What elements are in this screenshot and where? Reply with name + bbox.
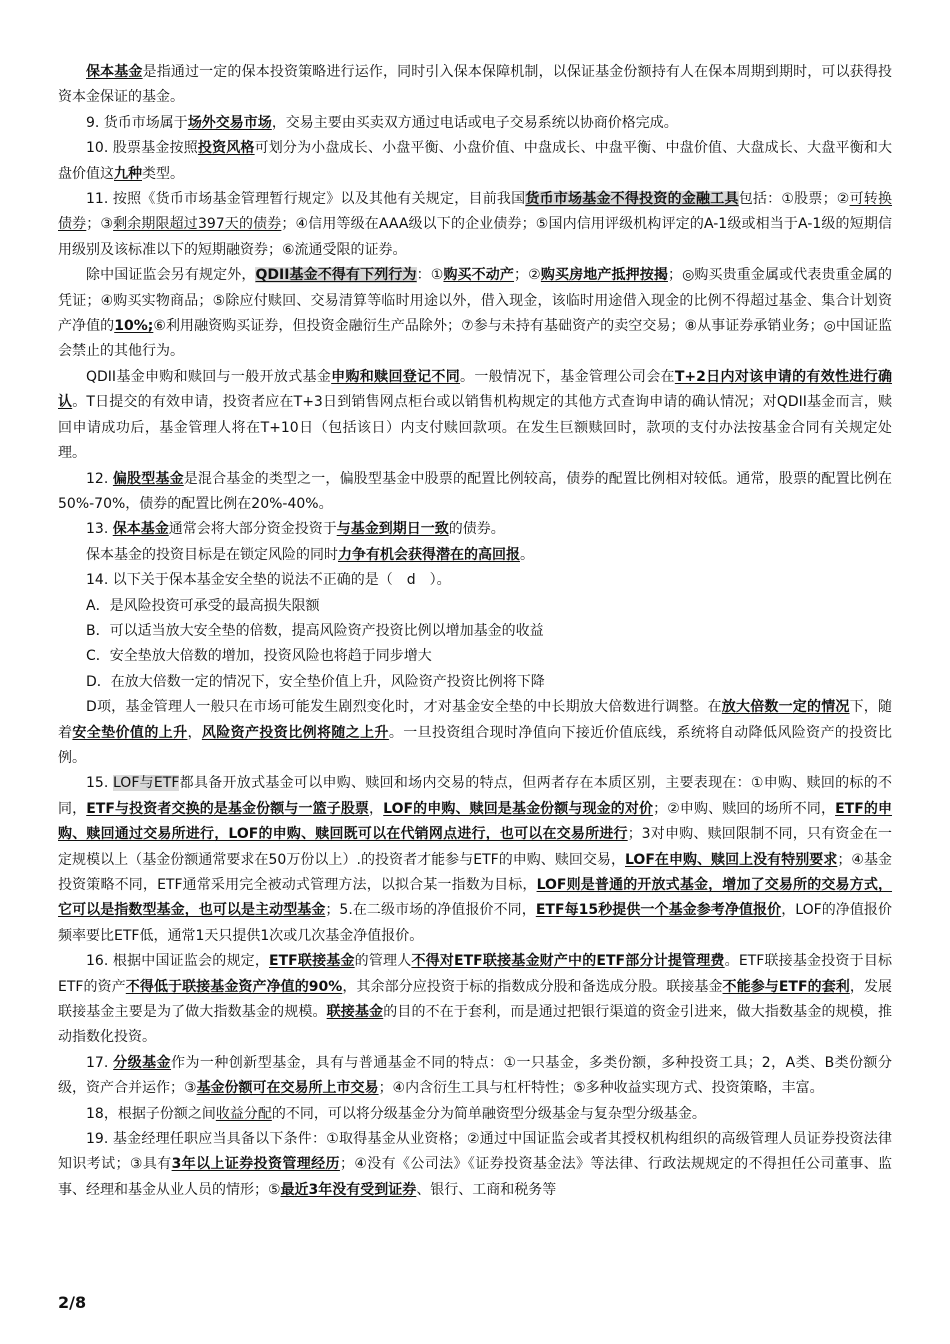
- text-run: 的不同，可以将分级基金分为简单融资型分级基金与复杂型分级基金。: [271, 1105, 706, 1122]
- text-run: ；3对申购、赎回限制不同，只有资金在一定规模以上（基金份额通常要求在50万份以上）.的投资者才能参与ETF的申购、赎回交易，: [58, 826, 892, 868]
- paragraph: [58, 263, 892, 365]
- paragraph: [58, 60, 892, 111]
- text-run: D项，基金管理人一般只在市场可能发生剧烈变化时，才对基金安全垫的中长期放大倍数进行调整。在: [86, 699, 722, 716]
- text-run: 13.: [86, 521, 113, 538]
- emphasized-text: 申购和赎回登记不同: [331, 368, 461, 385]
- text-run: 16. 根据中国证监会的规定，: [86, 953, 270, 970]
- text-run: D．在放大倍数一定的情况下，安全垫价值上升，风险资产投资比例将下降: [86, 673, 545, 690]
- text-run: 。ETF联接基金投资于目标ETF的资产: [58, 953, 893, 995]
- emphasized-text: 不得低于联接基金资产净值的90%: [125, 978, 343, 995]
- paragraph: [58, 644, 892, 669]
- text-run: 的债券。: [448, 521, 505, 538]
- emphasized-text: 偏股型基金: [112, 470, 184, 487]
- text-run: QDII基金申购和赎回与一般开放式基金: [86, 368, 332, 385]
- text-run: 9. 货币市场属于: [86, 114, 188, 131]
- text-run: 。T日提交的有效申请，投资者应在T+3日到销售网点柜台或以销售机构规定的其他方式查询申请的确认情况；对QDII基金而言，赎回申请成功后，基金管理人将在T+10日（包括该日）内支付赎回款项。在发生巨额赎回时，款项的支付办法按基金合同有关规定处理。: [58, 394, 893, 462]
- paragraph: [58, 467, 892, 518]
- text-run: 的管理人: [354, 953, 412, 970]
- text-run: ；②: [514, 267, 541, 284]
- emphasized-text: LOF与ETF: [113, 775, 180, 792]
- document-body: [58, 60, 892, 1203]
- emphasized-text: ETF与投资者交换的是基金份额与一篮子股票: [86, 800, 370, 817]
- text-run: ，发展联接基金主要是为了做大指数基金的规模。: [58, 978, 893, 1021]
- emphasized-text: 基金份额可在交易所上市交易: [196, 1080, 379, 1097]
- emphasized-text: 货币市场基金不得投资的金融工具: [525, 191, 739, 208]
- emphasized-text: 投资风格: [197, 140, 255, 157]
- text-run: 保本基金的投资目标是在锁定风险的同时: [86, 546, 338, 563]
- paragraph: [58, 594, 892, 619]
- paragraph: [58, 1102, 892, 1127]
- text-run: ；◎购买贵重金属或代表贵重金属的凭证；④购买实物商品；⑤除应付赎回、交易清算等临时用途以外，借入现金，该临时用途借入现金的比例不得超过基金、集合计划资产净值的: [58, 267, 892, 335]
- text-run: ；5.在二级市场的净值报价不同，: [325, 902, 536, 919]
- emphasized-text: 安全垫价值的上升: [72, 724, 188, 741]
- paragraph: [58, 136, 892, 187]
- text-run: 包括：①股票；②: [738, 191, 850, 208]
- text-run: 。一旦投资组合现时净值向下接近价值底线，系统将自动降低风险资产的投资比例。: [58, 724, 893, 766]
- text-run: ；④基金投资策略不同，ETF通常采用完全被动式管理方法，以拟合某一指数为目标，: [58, 851, 892, 893]
- emphasized-text: 放大倍数一定的情况: [721, 699, 850, 716]
- emphasized-text: LOF则是普通的开放式基金，增加了交易所的交易方式，它可以是指数型基金，也可以是主动型基金: [58, 877, 893, 919]
- text-run: 是混合基金的类型之一，偏股型基金中股票的配置比例较高，债券的配置比例相对较低。通常，股票的配置比例在50%-70%，债券的配置比例在20%-40%。: [58, 470, 893, 512]
- text-run: ，其余部分应投资于标的指数成分股和备选成分股。联接基金: [342, 978, 723, 995]
- text-run: ；④没有《公司法》《证券投资基金法》等法律、行政法规规定的不得担任公司董事、监事、经理和基金从业人员的情形；⑤: [58, 1156, 892, 1198]
- emphasized-text: QDII基金不得有下列行为: [255, 267, 417, 284]
- paragraph: [58, 1127, 892, 1203]
- text-run: ；②申购、赎回的场所不同，: [653, 800, 836, 817]
- emphasized-text: 购买房地产抵押按揭: [540, 267, 668, 284]
- emphasized-text: 力争有机会获得潜在的高回报: [338, 546, 520, 563]
- emphasized-text: 分级基金: [113, 1054, 171, 1071]
- paragraph: [58, 619, 892, 644]
- emphasized-text: 场外交易市场: [187, 114, 272, 131]
- text-run: 可划分为小盘成长、小盘平衡、小盘价值、中盘成长、中盘平衡、中盘价值、大盘成长、大盘平衡和大盘价值这: [58, 140, 893, 182]
- text-run: 18，根据子份额之间: [86, 1105, 216, 1122]
- text-run: ；④信用等级在AAA级以下的企业债券；⑤国内信用评级机构评定的A-1级或相当于A-1级的短期信用级别及该标准以下的短期融资券；⑥流通受限的证券。: [58, 216, 892, 258]
- emphasized-text: T+2日内对该申请的有效性进行确认: [58, 368, 893, 411]
- emphasized-text: 保本基金: [86, 64, 143, 80]
- text-run: ，: [369, 800, 384, 817]
- paragraph: [58, 517, 892, 542]
- text-run: 10. 股票基金按照: [86, 140, 198, 157]
- paragraph: [58, 187, 892, 263]
- text-run: 14. 以下关于保本基金安全垫的说法不正确的是（ d ）。: [86, 572, 451, 589]
- emphasized-text: 不得对ETF联接基金财产中的ETF部分计提管理费: [411, 953, 725, 970]
- text-run: 15.: [86, 775, 113, 792]
- emphasized-text: 10%;: [114, 318, 154, 335]
- emphasized-text: 不能参与ETF的套利: [722, 978, 850, 995]
- text-run: 是指通过一定的保本投资策略进行运作，同时引入保本保障机制，以保证基金份额持有人在保本周期到期时，可以获得投资本金保证的基金。: [58, 64, 893, 106]
- emphasized-text: 收益分配: [215, 1105, 272, 1122]
- paragraph: [58, 949, 892, 1051]
- text-run: 类型。: [142, 165, 184, 182]
- text-run: 除中国证监会另有规定外，: [86, 267, 256, 284]
- text-run: 下，随着: [58, 699, 893, 741]
- emphasized-text: ETF每15秒提供一个基金参考净值报价: [535, 902, 782, 919]
- text-run: ，交易主要由买卖双方通过电话或电子交易系统以协商价格完成。: [271, 114, 678, 131]
- emphasized-text: 3年以上证券投资管理经历: [171, 1156, 340, 1173]
- text-run: 19. 基金经理任职应当具备以下条件：①取得基金从业资格；②通过中国证监会或者其授权机构组织的高级管理人员证券投资法律知识考试；③具有: [58, 1131, 892, 1173]
- paragraph: [58, 111, 892, 136]
- text-run: ，: [187, 724, 202, 741]
- text-run: ，LOF的净值报价频率要比ETF低，通常1天只提供1次或几次基金净值报价。: [58, 902, 893, 944]
- emphasized-text: ETF联接基金: [269, 953, 355, 970]
- emphasized-text: 九种: [114, 165, 142, 182]
- emphasized-text: 可转换债券: [58, 191, 893, 233]
- text-run: C．安全垫放大倍数的增加，投资风险也将趋于同步增大: [86, 648, 432, 665]
- text-run: ；③: [86, 216, 114, 233]
- emphasized-text: 最近3年没有受到证券: [280, 1181, 417, 1198]
- paragraph: [58, 365, 892, 467]
- text-run: B．可以适当放大安全垫的倍数，提高风险资产投资比例以增加基金的收益: [86, 622, 544, 639]
- text-run: 11. 按照《货币市场基金管理暂行规定》以及其他有关规定，目前我国: [86, 191, 526, 208]
- paragraph: [58, 670, 892, 695]
- page-number: 2/8: [58, 1293, 87, 1312]
- text-run: 。: [520, 546, 534, 563]
- paragraph: [58, 543, 892, 568]
- paragraph: [58, 568, 892, 593]
- emphasized-text: 风险资产投资比例将随之上升: [201, 724, 389, 741]
- text-run: 通常会将大部分资金投资于: [168, 521, 337, 538]
- text-run: 、银行、工商和税务等: [416, 1181, 557, 1198]
- emphasized-text: 联接基金: [326, 1004, 384, 1021]
- emphasized-text: 剩余期限超过397天的债券: [113, 216, 282, 233]
- emphasized-text: LOF的申购、赎回是基金份额与现金的对价: [383, 800, 654, 817]
- text-run: 17.: [86, 1054, 114, 1071]
- text-run: 的目的不在于套利，而是通过把银行渠道的资金引进来，做大指数基金的规模，推动指数化投资。: [58, 1004, 893, 1046]
- text-run: ⑥利用融资购买证券，但投资金融衍生产品除外；⑦参与未持有基础资产的卖空交易；⑧从事证券承销业务；◎中国证监会禁止的其他行为。: [58, 318, 892, 360]
- text-run: ：①: [416, 267, 444, 284]
- paragraph: [58, 1051, 892, 1102]
- emphasized-text: LOF在申购、赎回上没有特别要求: [625, 851, 838, 868]
- text-run: 。一般情况下，基金管理公司会在: [460, 368, 675, 385]
- emphasized-text: 保本基金: [112, 521, 169, 538]
- emphasized-text: ETF的申购、赎回通过交易所进行，LOF的申购、赎回既可以在代销网点进行，也可以在交易所进行: [58, 800, 892, 843]
- text-run: 作为一种创新型基金，具有与普通基金不同的特点：①一只基金，多类份额，多种投资工具；2，A类、B类份额分级，资产合并运作；③: [58, 1054, 892, 1097]
- paragraph: [58, 695, 892, 771]
- paragraph: [58, 771, 892, 949]
- text-run: 都具备开放式基金可以申购、赎回和场内交易的特点，但两者存在本质区别，主要表现在：①申购、赎回的标的不同，: [58, 775, 892, 817]
- emphasized-text: 购买不动产: [443, 267, 515, 284]
- emphasized-text: 与基金到期日一致: [336, 521, 449, 538]
- text-run: 12.: [86, 470, 113, 487]
- text-run: ；④内含衍生工具与杠杆特性；⑤多种收益实现方式、投资策略，丰富。: [378, 1080, 824, 1097]
- text-run: A．是风险投资可承受的最高损失限额: [86, 597, 320, 614]
